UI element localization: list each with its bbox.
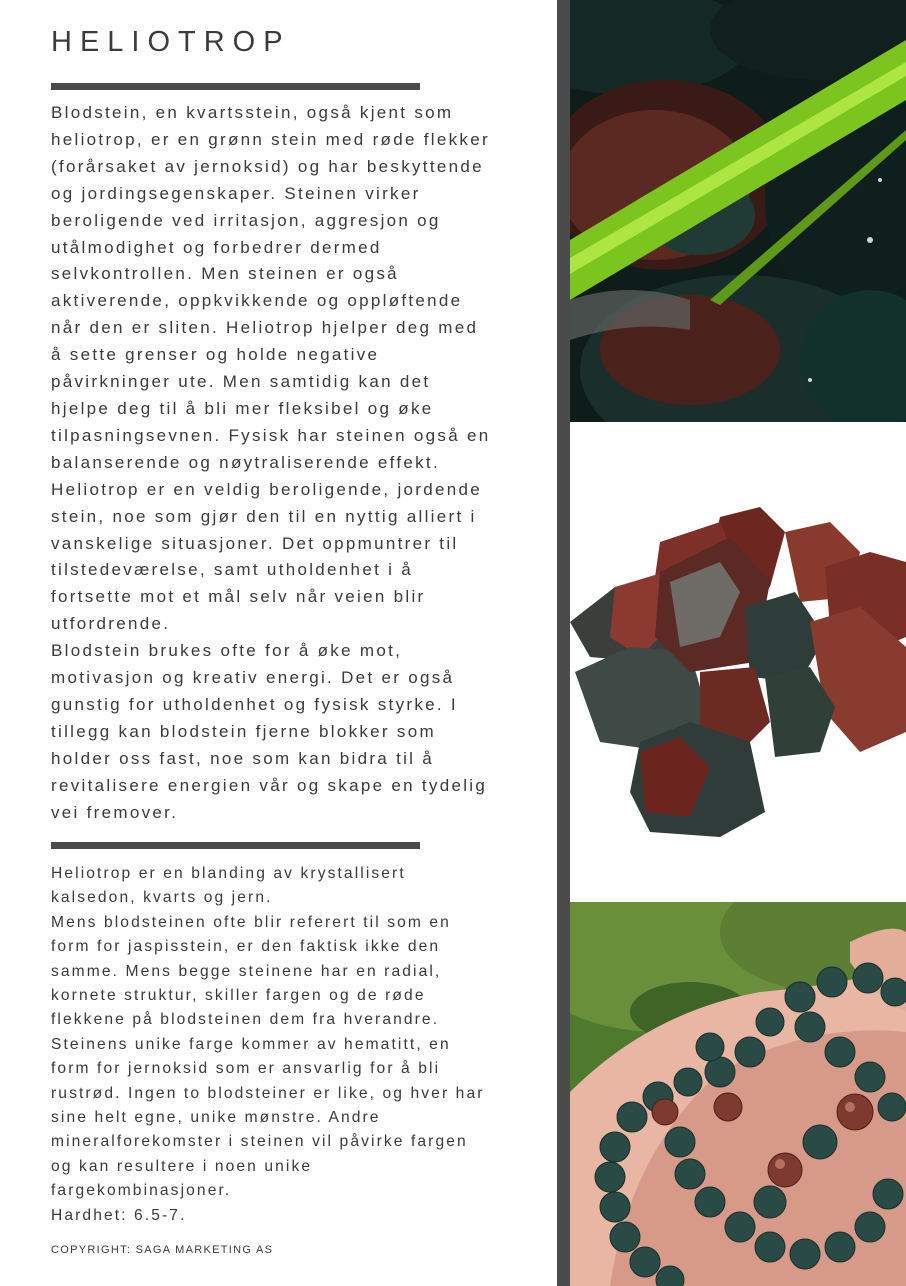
bloodstone-bead-bracelets-in-hand-image [570,902,906,1286]
title-divider [51,83,420,90]
rough-bloodstone-chunks-image [570,422,906,902]
rough-bloodstone-image [570,422,906,902]
vertical-divider [557,0,570,1286]
copyright-notice: COPYRIGHT: SAGA MARKETING AS [51,1244,274,1256]
section-divider [51,842,420,849]
polished-bloodstone-tumbled-stones-image [570,0,906,422]
page-title: HELIOTROP [51,26,291,58]
polished-bloodstone-image [570,0,906,422]
composition-paragraph: Heliotrop er en blanding av krystallisert kalsedon, kvarts og jern. Mens blodsteinen ofte blir referert til som en form for jaspisstein, er den faktisk ikke den samme. Mens begge steinene har en radial, kornete struktur, skiller fargen og de røde flekkene på blodsteinen dem fra hverandre. Steinens unike farge kommer av hematitt, en form for jernoksid som er ansvarlig for å bli rustrød. Ingen to blodsteiner er like, og hver har sine helt egne, unike mønstre. Andre mineralforekomster i steinen vil påvirke fargen og kan resultere i noen unike fargekombinasjoner. Hardhet: 6.5-7. [51,865,485,1224]
bracelet-image [570,902,906,1286]
description-paragraph: Blodstein, en kvartsstein, også kjent som heliotrop, er en grønn stein med røde flekker (forårsaket av jernoksid) og har beskyttende og jordingsegenskaper. Steinen virker beroligende ved irritasjon, aggresjon og utålmodighet og forbedrer dermed selvkontrollen. Men steinen er også aktiverende, oppkvikkende og oppløftende når den er sliten. Heliotrop hjelper deg med å sette grenser og holde negative påvirkninger ute. Men samtidig kan det hjelpe deg til å bli mer fleksibel og øke tilpasningsevnen. Fysisk har steinen også en balanserende og nøytraliserende effekt. Heliotrop er en veldig beroligende, jordende stein, noe som gjør den til en nyttig alliert i vanskelige situasjoner. Det oppmuntrer til tilstedeværelse, samt utholdenhet i å fortsette mot et mål selv når veien blir utfordrende. Blodstein brukes ofte for å øke mot, motivasjon og kreativ energi. Det er også gunstig for utholdenhet og fysisk styrke. I tillegg kan blodstein fjerne blokker som holder oss fast, noe som kan bidra til å revitalisere energien vår og skape en tydelig vei fremover. [51,103,491,822]
